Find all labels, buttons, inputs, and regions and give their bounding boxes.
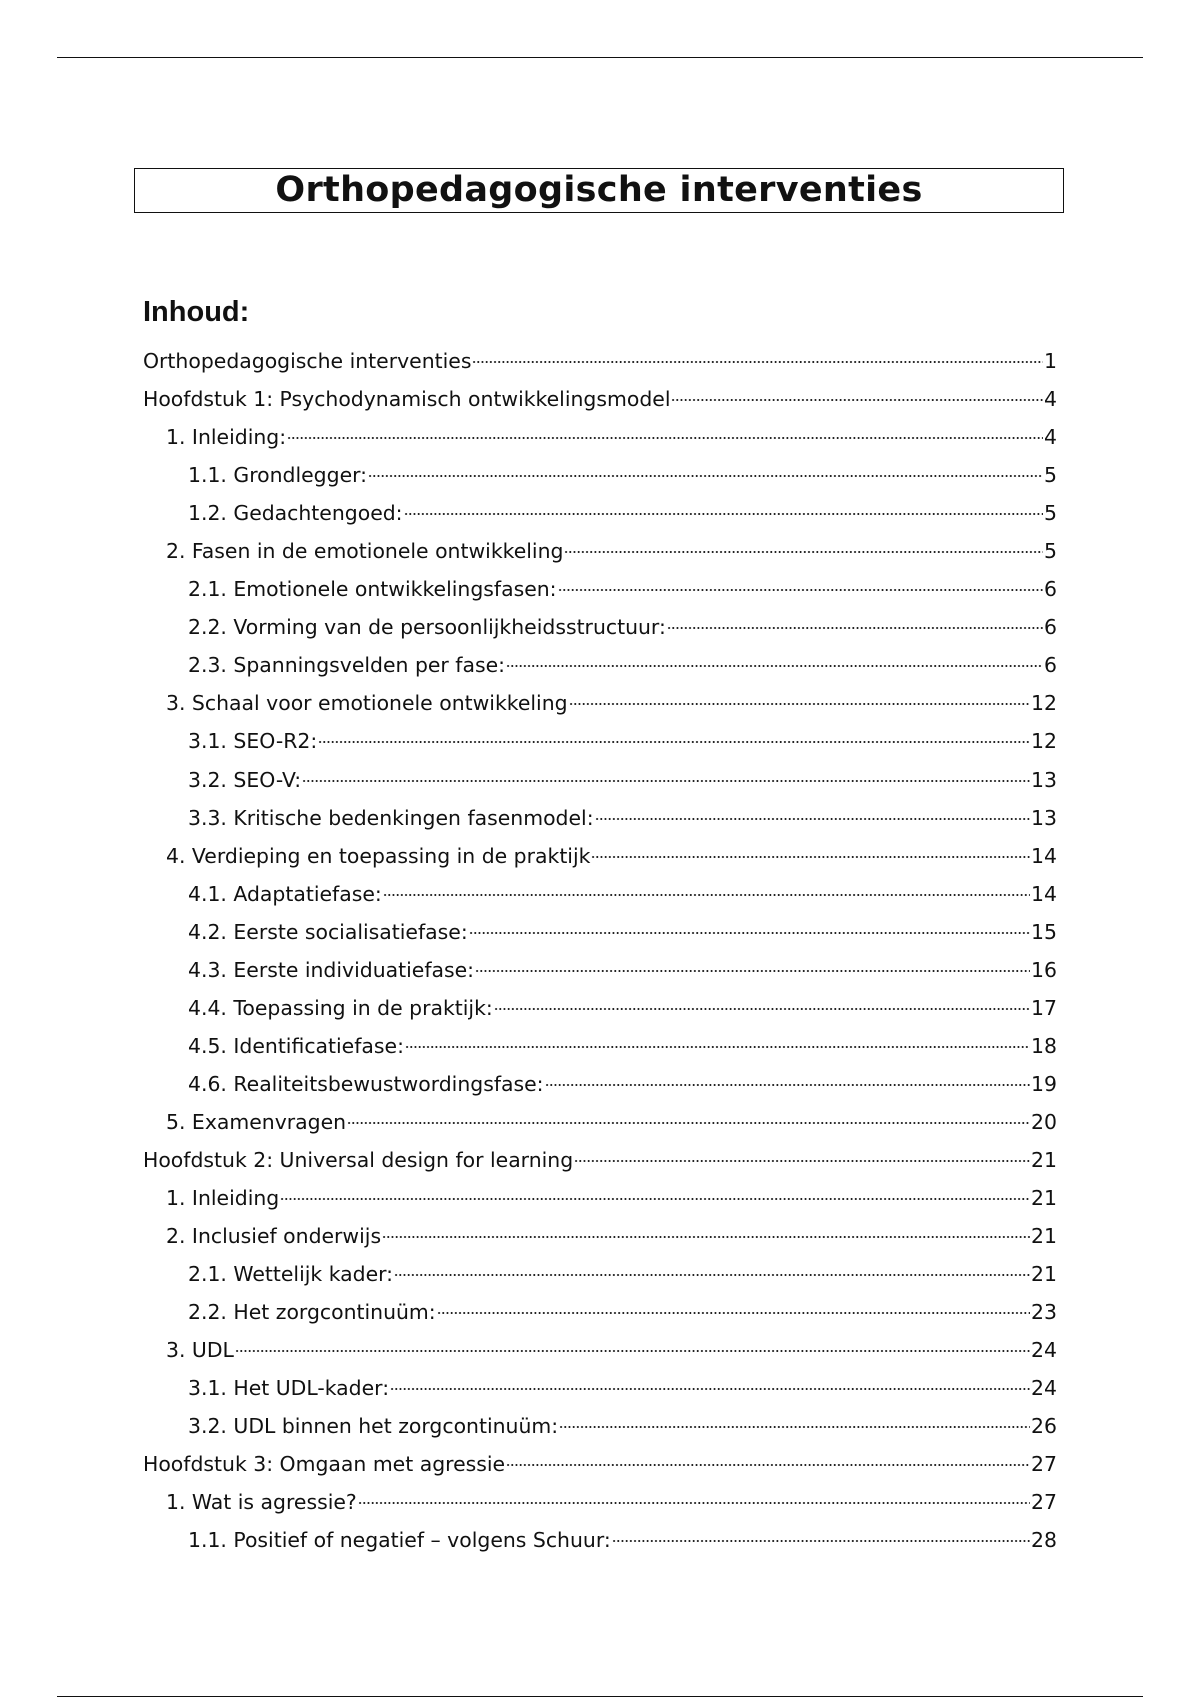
toc-entry-page: 20 [1031, 1109, 1057, 1134]
toc-dot-leader [358, 1502, 1030, 1504]
toc-dot-leader [302, 780, 1030, 782]
toc-entry-page: 21 [1031, 1147, 1057, 1172]
toc-entry-page: 13 [1031, 767, 1057, 792]
toc-entry-title: 1. Wat is agressie? [166, 1490, 357, 1515]
toc-entry-title: 4.6. Realiteitsbewustwordingsfase: [188, 1071, 544, 1096]
toc-entry[interactable] [143, 761, 1057, 799]
toc-entry-page: 23 [1031, 1300, 1057, 1325]
toc-entry[interactable] [143, 1445, 1057, 1483]
toc-entry[interactable] [143, 1027, 1057, 1065]
toc-entry-title: 1.1. Grondlegger: [188, 463, 368, 488]
toc-dot-leader [558, 589, 1043, 591]
toc-entry-page: 21 [1031, 1262, 1057, 1287]
toc-entry-page: 26 [1031, 1414, 1057, 1439]
toc-entry-title: 4.3. Eerste individuatiefase: [188, 957, 475, 982]
toc-entry[interactable] [143, 646, 1057, 684]
toc-entry-page: 5 [1044, 501, 1057, 526]
toc-dot-leader [347, 1122, 1030, 1124]
toc-dot-leader [574, 1160, 1030, 1162]
toc-entry[interactable] [143, 1217, 1057, 1255]
toc-dot-leader [671, 399, 1043, 401]
toc-entry-page: 4 [1044, 387, 1057, 412]
toc-entry-page: 21 [1031, 1224, 1057, 1249]
toc-entry-page: 27 [1031, 1452, 1057, 1477]
toc-entry[interactable] [143, 989, 1057, 1027]
toc-entry[interactable] [143, 608, 1057, 646]
toc-dot-leader [390, 1388, 1030, 1390]
toc-entry-title: Hoofdstuk 2: Universal design for learning [143, 1147, 574, 1172]
toc-entry-title: 3.2. UDL binnen het zorgcontinuüm: [188, 1414, 559, 1439]
toc-entry[interactable] [143, 913, 1057, 951]
toc-entry-page: 5 [1044, 539, 1057, 564]
toc-dot-leader [383, 894, 1030, 896]
toc-dot-leader [382, 1236, 1030, 1238]
toc-dot-leader [569, 703, 1030, 705]
toc-entry[interactable] [143, 951, 1057, 989]
toc-dot-leader [595, 818, 1030, 820]
toc-entry[interactable] [143, 1141, 1057, 1179]
toc-entry-page: 28 [1031, 1528, 1057, 1553]
toc-entry[interactable] [143, 684, 1057, 722]
toc-entry-title: 4.1. Adaptatiefase: [188, 881, 382, 906]
toc-dot-leader [394, 1274, 1030, 1276]
toc-entry[interactable] [143, 532, 1057, 570]
toc-dot-leader [287, 437, 1043, 439]
toc-entry[interactable] [143, 380, 1057, 418]
toc-heading: Inhoud: [143, 296, 250, 328]
toc-entry-title: 2.1. Wettelijk kader: [188, 1262, 394, 1287]
toc-dot-leader [667, 627, 1043, 629]
toc-dot-leader [559, 1426, 1030, 1428]
toc-entry[interactable] [143, 418, 1057, 456]
toc-entry-title: 2.2. Het zorgcontinuüm: [188, 1300, 436, 1325]
toc-entry-page: 6 [1044, 577, 1057, 602]
toc-dot-leader [404, 513, 1043, 515]
toc-dot-leader [472, 361, 1043, 363]
toc-dot-leader [506, 665, 1043, 667]
toc-entry-page: 15 [1031, 919, 1057, 944]
toc-entry[interactable] [143, 1407, 1057, 1445]
toc-entry-page: 6 [1044, 615, 1057, 640]
toc-entry[interactable] [143, 1255, 1057, 1293]
toc-entry-page: 27 [1031, 1490, 1057, 1515]
toc-entry[interactable] [143, 1293, 1057, 1331]
toc-entry-page: 13 [1031, 805, 1057, 830]
toc-entry[interactable] [143, 456, 1057, 494]
toc-entry[interactable] [143, 570, 1057, 608]
toc-entry[interactable] [143, 1103, 1057, 1141]
toc-entry-title: 4.4. Toepassing in de praktijk: [188, 995, 493, 1020]
toc-entry-title: 1.1. Positief of negatief – volgens Schuur: [188, 1528, 611, 1553]
toc-entry-title: 1. Inleiding [166, 1186, 280, 1211]
toc-entry-title: 3.1. SEO-R2: [188, 729, 318, 754]
toc-entry-page: 24 [1031, 1376, 1057, 1401]
toc-entry-title: 1. Inleiding: [166, 425, 287, 450]
toc-dot-leader [612, 1540, 1030, 1542]
toc-entry-page: 4 [1044, 425, 1057, 450]
toc-entry-page: 16 [1031, 957, 1057, 982]
toc-entry[interactable] [143, 799, 1057, 837]
toc-dot-leader [405, 1046, 1030, 1048]
toc-dot-leader [494, 1008, 1030, 1010]
toc-entry-page: 24 [1031, 1338, 1057, 1363]
toc-entry-page: 12 [1031, 729, 1057, 754]
toc-entry-page: 14 [1031, 843, 1057, 868]
toc-entry-page: 12 [1031, 691, 1057, 716]
toc-dot-leader [235, 1350, 1030, 1352]
toc-dot-leader [368, 475, 1043, 477]
toc-entry[interactable] [143, 837, 1057, 875]
toc-entry[interactable] [143, 1483, 1057, 1521]
toc-entry-page: 14 [1031, 881, 1057, 906]
document-title: Orthopedagogische interventies [275, 170, 923, 210]
toc-entry[interactable] [143, 875, 1057, 913]
toc-entry-title: 5. Examenvragen [166, 1109, 347, 1134]
toc-entry-title: 4. Verdieping en toepassing in de praktijk [166, 843, 591, 868]
toc-dot-leader [564, 551, 1043, 553]
toc-entry-title: 1.2. Gedachtengoed: [188, 501, 403, 526]
toc-entry[interactable] [143, 1521, 1057, 1559]
toc-entry-title: 4.5. Identificatiefase: [188, 1033, 404, 1058]
toc-entry-title: 2. Fasen in de emotionele ontwikkeling [166, 539, 564, 564]
toc-entry-title: 2.1. Emotionele ontwikkelingsfasen: [188, 577, 557, 602]
toc-entry-title: Hoofdstuk 3: Omgaan met agressie [143, 1452, 506, 1477]
toc-entry[interactable] [143, 1179, 1057, 1217]
toc-entry-page: 19 [1031, 1071, 1057, 1096]
footer-rule [57, 1696, 1143, 1697]
toc-dot-leader [506, 1464, 1030, 1466]
toc-entry-page: 21 [1031, 1186, 1057, 1211]
toc-entry-page: 5 [1044, 463, 1057, 488]
toc-dot-leader [475, 970, 1030, 972]
toc-entry-page: 17 [1031, 995, 1057, 1020]
toc-entry-title: 2.3. Spanningsvelden per fase: [188, 653, 506, 678]
toc-entry-page: 6 [1044, 653, 1057, 678]
toc-dot-leader [280, 1198, 1030, 1200]
toc-dot-leader [591, 856, 1030, 858]
toc-entry-page: 1 [1044, 349, 1057, 373]
toc-entry-title: 4.2. Eerste socialisatiefase: [188, 919, 468, 944]
toc-entry-page: 18 [1031, 1033, 1057, 1058]
toc-entry[interactable] [143, 722, 1057, 760]
toc-entry[interactable] [143, 342, 1057, 380]
toc-entry-title: 2. Inclusief onderwijs [166, 1224, 382, 1249]
toc-entry-title: 3. Schaal voor emotionele ontwikkeling [166, 691, 568, 716]
toc-dot-leader [318, 741, 1030, 743]
toc-entry[interactable] [143, 1065, 1057, 1103]
document-title-box [134, 168, 1064, 213]
toc-dot-leader [469, 932, 1030, 934]
toc-entry[interactable] [143, 1331, 1057, 1369]
toc-entry-title: 3.2. SEO-V: [188, 767, 302, 792]
toc-dot-leader [437, 1312, 1030, 1314]
toc-entry[interactable] [143, 494, 1057, 532]
toc-entry-title: 3.1. Het UDL-kader: [188, 1376, 390, 1401]
toc-entry-title: 2.2. Vorming van de persoonlijkheidsstructuur: [188, 615, 666, 640]
toc-entry-title: Orthopedagogische interventies [143, 349, 472, 373]
toc-dot-leader [545, 1084, 1031, 1086]
toc-entry-title: 3. UDL [166, 1338, 234, 1363]
toc-entry[interactable] [143, 1369, 1057, 1407]
table-of-contents [143, 342, 1057, 1560]
toc-entry-title: Hoofdstuk 1: Psychodynamisch ontwikkelingsmodel [143, 387, 671, 412]
header-rule [57, 57, 1143, 58]
toc-entry-title: 3.3. Kritische bedenkingen fasenmodel: [188, 805, 594, 830]
